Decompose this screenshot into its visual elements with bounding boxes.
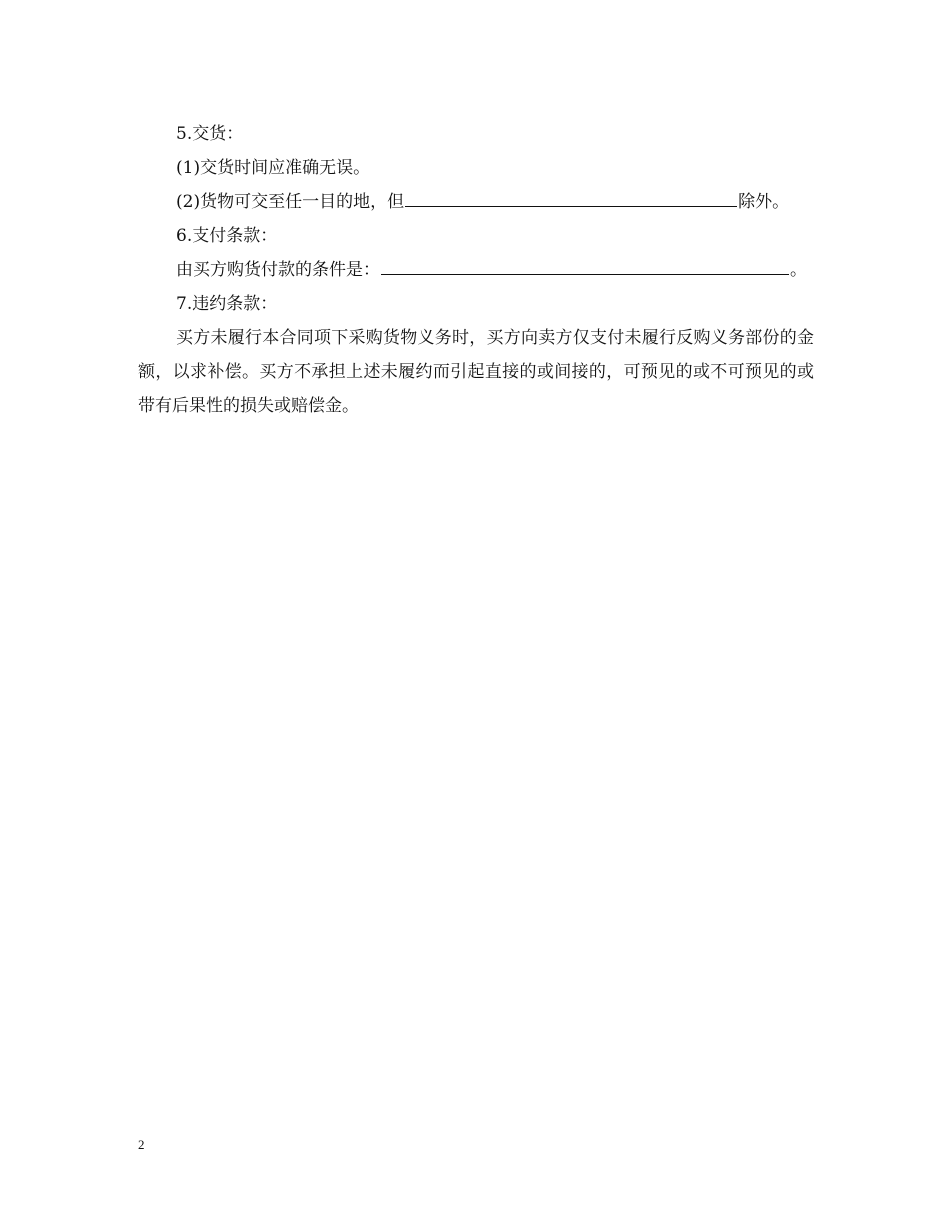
delivery-item-2 [138, 185, 818, 219]
payment-condition-suffix: 。 [790, 260, 807, 280]
breach-paragraph: 买方未履行本合同项下采购货物义务时，买方向卖方仅支付未履行反购义务部份的金额，以求补偿。买方不承担上述未履约而引起直接的或间接的，可预见的或不可预见的或带有后果性的损失或赔偿金。 [138, 328, 814, 416]
excluded-destination-blank[interactable] [405, 186, 737, 207]
delivery-item-2-suffix: 除外。 [738, 192, 790, 212]
page-number: 2 [138, 1137, 145, 1152]
payment-condition [138, 253, 818, 287]
document-content [138, 117, 818, 423]
payment-heading: 6.支付条款： [176, 226, 278, 246]
payment-condition-blank[interactable] [381, 254, 789, 275]
delivery-item-2-prefix: (2)货物可交至任一目的地，但 [176, 192, 405, 212]
delivery-heading: 5.交货： [176, 124, 244, 144]
delivery-item-1: (1)交货时间应准确无误。 [176, 158, 371, 178]
breach-heading: 7.违约条款： [176, 294, 278, 314]
payment-condition-prefix: 由买方购货付款的条件是： [176, 260, 380, 280]
